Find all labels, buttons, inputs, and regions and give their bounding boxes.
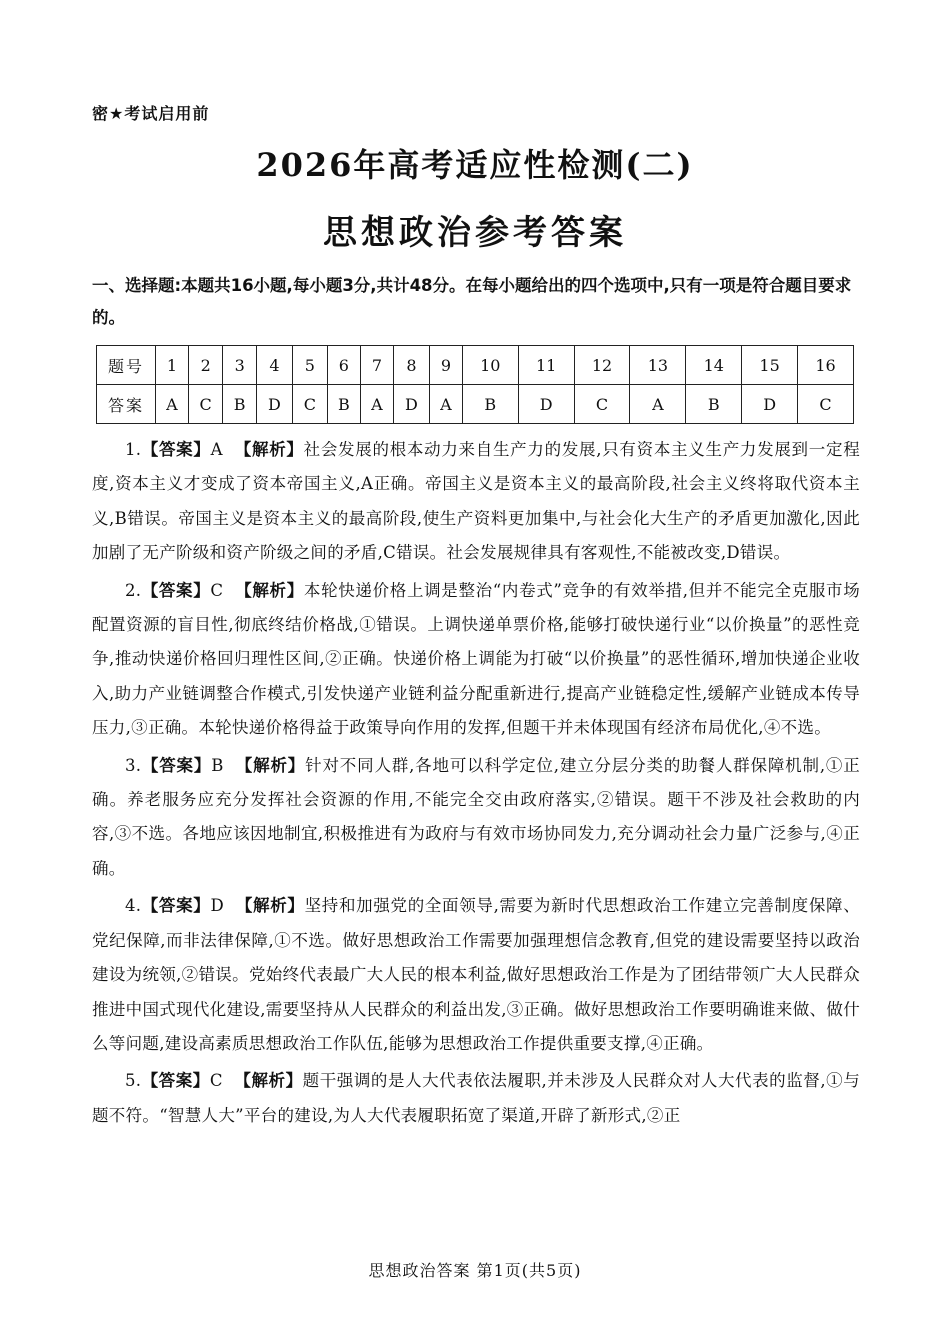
answer-tag: 【答案】 [141,580,211,600]
answer-cell: D [518,385,574,424]
question-number: 11 [518,346,574,385]
answer-row [97,385,854,424]
answer-cell: A [630,385,686,424]
item-number: 5. [125,1071,142,1091]
answer-cell: C [574,385,630,424]
question-number: 3 [223,346,256,385]
answer-cell: A [430,385,463,424]
item-number: 4. [125,896,142,916]
analysis-text: 针对不同人群,各地可以科学定位,建立分层分类的助餐人群保障机制,①正确。养老服务应充分发挥社会资源的作用,不能完全交由政府落实,②错误。题干不涉及社会救助的内容,③不选。各地应该因地制宜,积极推进有为政府与有效市场协同发力,充分调动社会力量广泛参与,④正确。 [92,755,861,878]
analysis-tag: 【解析】 [234,440,304,459]
item-number: 1. [125,440,142,459]
question-number: 2 [188,346,223,385]
analysis-tag: 【解析】 [235,580,304,600]
question-number: 1 [156,346,189,385]
question-number: 4 [256,346,292,385]
answer-tag: 【答案】 [141,896,211,916]
question-number-row [97,346,854,385]
exam-title: 2026年高考适应性检测(二) [256,146,694,184]
confidential-label: 密★考试启用前 [92,104,210,123]
row-label-number: 题号 [97,346,156,385]
answer-cell: B [327,385,360,424]
question-number: 16 [798,346,854,385]
analysis-text: 题干强调的是人大代表依法履职,并未涉及人民群众对人大代表的监督,①与题不符。“智慧人大”平台的建设,为人大代表履职拓宽了渠道,开辟了新形式,②正 [92,1071,860,1125]
explanation-item [92,574,860,746]
explanation-item [92,1064,860,1133]
item-number: 2. [125,580,142,600]
answer-cell: A [361,385,394,424]
answer-cell: B [223,385,256,424]
item-answer: B [211,755,224,775]
item-answer: C [209,1071,223,1091]
row-label-answer: 答案 [97,385,156,424]
question-number: 15 [742,346,798,385]
question-number: 8 [393,346,429,385]
explanation-item [92,889,860,1061]
question-number: 5 [293,346,328,385]
answer-tag: 【答案】 [141,1071,210,1091]
answer-cell: C [188,385,223,424]
item-number: 3. [125,755,142,775]
analysis-text: 社会发展的根本动力来自生产力的发展,只有资本主义生产力发展到一定程度,资本主义才变成了资本帝国主义,A正确。帝国主义是资本主义的最高阶段,社会主义终将取代资本主义,B错误。帝国主义是资本主义的最高阶段,使生产资料更加集中,与社会化大生产的矛盾更加激化,因此加剧了无产阶级和资产阶级之间的矛盾,C错误。社会发展规律具有客观性,不能被改变,D错误。 [92,440,861,563]
answer-tag: 【答案】 [141,440,211,459]
document-subtitle: 思想政治参考答案 [323,213,627,253]
answer-cell: D [393,385,429,424]
item-answer: C [210,580,224,600]
question-number: 14 [686,346,742,385]
answer-table [96,345,854,424]
explanation-item [92,749,860,887]
answer-tag: 【答案】 [141,755,212,775]
page-footer: 思想政治答案 第1页(共5页) [368,1261,582,1280]
explanation-item [92,433,860,571]
item-answer: A [210,440,223,459]
analysis-text: 坚持和加强党的全面领导,需要为新时代思想政治工作建立完善制度保障、党纪保障,而非法律保障,①不选。做好思想政治工作需要加强理想信念教育,但党的建设需要坚持以政治建设为统领,②错误。党始终代表最广大人民的根本利益,做好思想政治工作是为了团结带领广大人民群众推进中国式现代化建设,需要坚持从人民群众的利益出发,③正确。做好思想政治工作要明确谁来做、做什么等问题,建设高素质思想政治工作队伍,能够为思想政治工作提供重要支撑,④正确。 [92,896,860,1053]
answer-cell: B [686,385,742,424]
analysis-tag: 【解析】 [234,1071,303,1091]
answer-cell: D [256,385,292,424]
item-answer: D [210,896,224,916]
analysis-tag: 【解析】 [235,755,306,775]
question-number: 6 [327,346,360,385]
question-number: 7 [361,346,394,385]
question-number: 10 [462,346,518,385]
question-number: 9 [430,346,463,385]
analysis-text: 本轮快递价格上调是整治“内卷式”竞争的有效举措,但并不能完全克服市场配置资源的盲目性,彻底终结价格战,①错误。上调快递单票价格,能够打破快递行业“以价换量”的恶性竞争,推动快递价格回归理性区间,②正确。快递价格上调能为打破“以价换量”的恶性循环,增加快递企业收入,助力产业链调整合作模式,引发快递产业链利益分配重新进行,提高产业链稳定性,缓解产业链成本传导压力,③正确。本轮快递价格得益于政策导向作用的发挥,但题干并未体现国有经济布局优化,④不选。 [92,580,861,738]
answer-cell: D [742,385,798,424]
answer-cell: B [462,385,518,424]
question-number: 12 [574,346,630,385]
answer-cell: C [293,385,328,424]
question-number: 13 [630,346,686,385]
answer-cell: C [798,385,854,424]
section-instructions: 一、选择题:本题共16小题,每小题3分,共计48分。在每小题给出的四个选项中,只有一项是符合题目要求的。 [92,276,852,327]
analysis-tag: 【解析】 [235,896,305,916]
explanations [92,433,860,1136]
answer-cell: A [156,385,189,424]
